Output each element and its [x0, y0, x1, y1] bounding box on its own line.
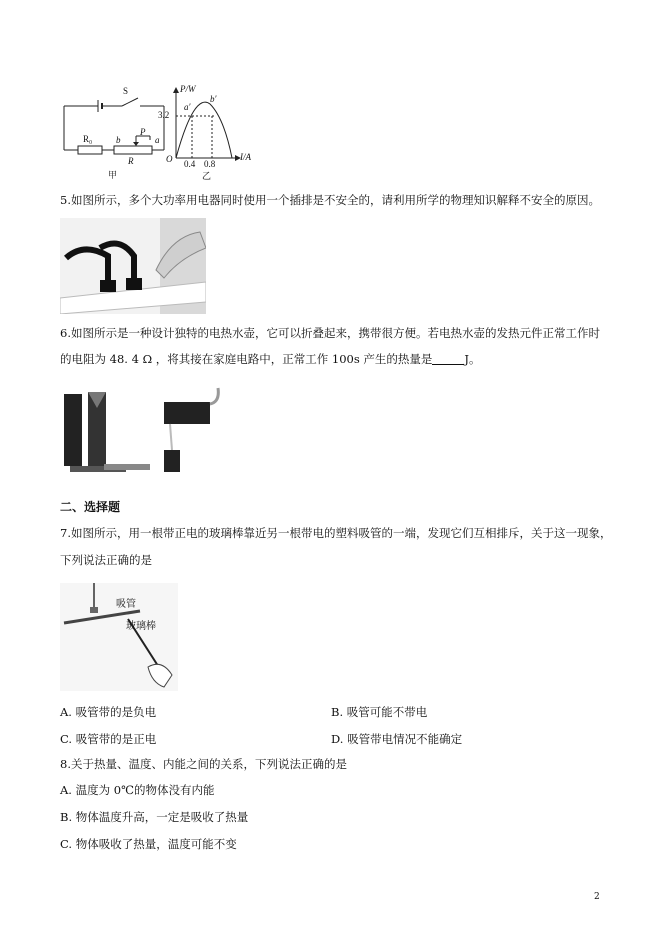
question-5-text: 5.如图所示，多个大功率用电器同时使用一个插排是不安全的，请利用所学的物理知识解释不安全的原因。 — [60, 193, 600, 207]
point-b-label: b′ — [210, 94, 217, 104]
question-8-option-a[interactable]: A. 温度为 0℃的物体没有内能 — [60, 783, 215, 797]
question-6-unit: J。 — [464, 352, 481, 366]
power-strip-photo — [60, 218, 206, 314]
r-label: R — [128, 156, 134, 166]
page-number: 2 — [594, 892, 600, 902]
x-axis-label: I/A — [240, 152, 251, 162]
section-2-title: 二、选择题 — [60, 500, 121, 514]
question-6-line-2 — [60, 351, 481, 367]
question-7-option-d[interactable]: D. 吸管带电情况不能确定 — [331, 732, 463, 746]
x-tick-1-label: 0.4 — [184, 159, 196, 169]
answer-blank[interactable] — [432, 352, 464, 365]
question-8-option-c[interactable]: C. 物体吸收了热量，温度可能不变 — [60, 837, 237, 851]
switch-label: S — [123, 86, 129, 96]
question-6-line-2-text: 的电阻为 48. 4 Ω ，将其接在家庭电路中，正常工作 100s 产生的热量是 — [60, 352, 433, 366]
question-7-line-1: 7.如图所示，用一根带正电的玻璃棒靠近另一根带电的塑料吸管的一端，发现它们互相排斥，关于这一现象， — [60, 526, 612, 540]
p-label: P — [140, 127, 146, 137]
y-axis-label: P/W — [180, 84, 196, 94]
point-a-label: a′ — [184, 102, 191, 112]
question-7-line-2: 下列说法正确的是 — [60, 553, 152, 567]
a-label: a — [155, 135, 160, 145]
question-6-line-1: 6.如图所示是一种设计独特的电热水壶，它可以折叠起来，携带很方便。若电热水壶的发热元件正常工作时 — [60, 326, 600, 340]
kettle-photo — [60, 382, 220, 478]
question-8-option-b[interactable]: B. 物体温度升高，一定是吸收了热量 — [60, 810, 249, 824]
origin-label: O — [166, 154, 173, 164]
glass-rod-label: 玻璃棒 — [126, 621, 156, 632]
jia-label: 甲 — [108, 170, 118, 180]
circuit-diagram-svg — [60, 84, 270, 180]
straw-rod-figure — [60, 583, 178, 691]
straw-label: 吸管 — [116, 599, 136, 610]
y-value-label: 3.2 — [158, 110, 170, 120]
question-7-option-a[interactable]: A. 吸管带的是负电 — [60, 705, 157, 719]
question-7-option-b[interactable]: B. 吸管可能不带电 — [331, 705, 428, 719]
b-label: b — [116, 135, 121, 145]
r0-label: R₀ — [83, 134, 93, 144]
x-tick-2-label: 0.8 — [204, 159, 216, 169]
question-8-text: 8.关于热量、温度、内能之间的关系，下列说法正确的是 — [60, 757, 347, 771]
question-7-option-c[interactable]: C. 吸管带的是正电 — [60, 732, 157, 746]
circuit-figure — [60, 84, 270, 180]
yi-label: 乙 — [202, 171, 212, 181]
